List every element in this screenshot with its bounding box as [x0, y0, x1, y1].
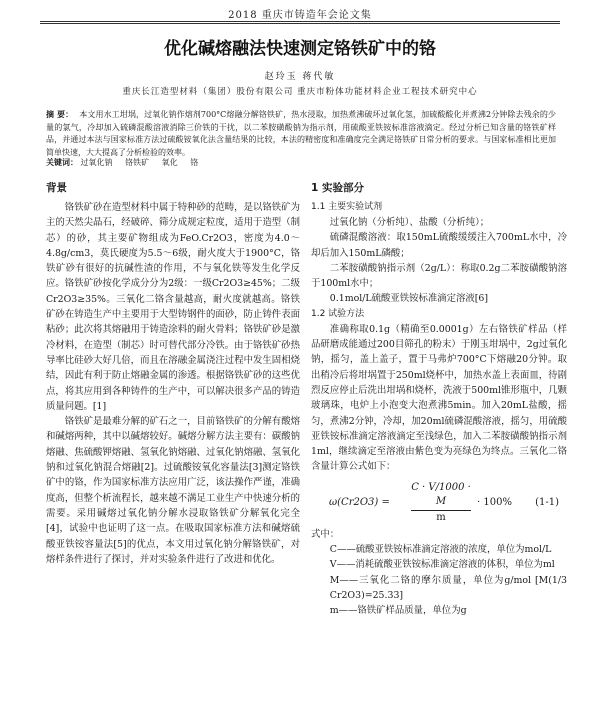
formula-number: (1-1) [535, 496, 559, 508]
keywords-label: 关键词： [46, 158, 78, 167]
formula-lhs: ω(Cr2O3) = [329, 496, 390, 508]
header-rule [40, 21, 560, 22]
keyword-item: 氧化 [161, 158, 178, 167]
formula-numerator: C · V/1000 · M [411, 481, 471, 511]
formula-tail: · 100% [477, 496, 512, 508]
reagent-item: 硫磷混酸溶液：取150mL硫酸缓缓注入700mL水中，冷却后加入150mL磷酸； [311, 232, 567, 259]
abstract [46, 109, 556, 159]
section-heading-experiment: 1 实验部分 [311, 182, 364, 194]
subsection-heading-reagents: 1.1 主要实验试剂 [311, 202, 383, 212]
variable-definition: m——铬铁矿样品质量，单位为g [329, 605, 467, 617]
section-heading-background: 背景 [46, 182, 67, 194]
running-head: 2018 重庆市铸造年会论文集 [228, 10, 372, 21]
subsection-heading-method: 1.2 试验方法 [311, 308, 365, 319]
left-column [46, 180, 300, 567]
keyword-item: 铬铁矿 [125, 158, 150, 167]
abstract-text: 本文用水工坩埚，过氧化钠作熔剂700°C熔融分解铬铁矿，热水浸取，加热煮沸破坏过氧化氢，加硫酸酸化并煮沸2分钟除去残余的少量的氯气，冷却加入硫磷混酸溶液消除三价铁的干扰，以二苯胺磺酸钠为指示剂，用硫酸亚铁铵标准溶液滴定。经过分析已知含量的铬铁矿样品，并通过本法与国家标准方法过硫酸铵氧化法含量结果的比较，本法的精密度和准确度完全满足铬铁矿日常分析的要求。与国家标准相比更加简单快速，大大提高了分析检验的效率。 [46, 110, 556, 157]
variable-definition: C——硫酸亚铁铵标准滴定溶液的浓度，单位为mol/L [329, 544, 552, 556]
keyword-item: 过氧化钠 [80, 158, 113, 167]
where-label: 式中： [311, 528, 340, 540]
body-paragraph: 铬铁矿是最难分解的矿石之一，目前铬铁矿的分解有酸熔和碱熔两种，其中以碱熔较好。碱熔分解方法主要有：碳酸钠熔融、焦硫酸钾熔融、氢氧化钠熔融、过氧化钠熔融、氢氧化钠和过氧化钠混合熔融[2]。过硫酸铵氧化容量法[3]测定铬铁矿中的铬，作为国家标准方法应用广泛，该法操作严谨，准确度高，但整个析流程长，越来越不满足工业生产中快速分析的需要。采用碱熔过氧化钠分解水浸取铬铁矿分解氧化完全[4]，试验中也证明了这一点。在吸取国家标准方法和碱熔硫酸亚铁铵容量法[5]的优点，本文用过氧化钠分解铬铁矿，对熔样条件进行了探讨，并对实验条件进行了改进和优化。 [46, 416, 300, 565]
paper-title: 优化碱熔融法快速测定铬铁矿中的铬 [164, 39, 436, 59]
header-rule-secondary [40, 23, 560, 24]
keyword-item: 铬 [190, 158, 199, 167]
reagent-item: 0.1mol/L硫酸亚铁铵标准滴定溶液[6] [329, 293, 489, 305]
reagent-item: 过氧化钠（分析纯）、盐酸（分析纯）； [329, 217, 490, 228]
reagent-item: 二苯胺磺酸钠指示剂（2g/L）：称取0.2g二苯胺磺酸钠溶于100ml水中； [311, 262, 567, 290]
body-paragraph: 铬铁矿砂在造型材料中属于特种砂的范畴，是以铬铁矿为主的天然尖晶石，经破碎、筛分成规定粒度，适用于造型（制芯）的砂，其主要矿物组成为FeO.Cr2O3，密度为4.0～4.8g/cm3，莫氏硬度为5.5～6级，耐火度大于1900°C，铬铁矿砂有很好的抗碱性渣的作用，不与氧化铁等发生化学反应。铬铁矿砂按化学成分分为2级：一级Cr2O3≥45%；二级Cr2O3≥35%。三氧化二铬含量越高，耐火度就越高。铬铁矿砂在铸造生产中主要用于大型铸钢件的面砂，防止铸件表面粘砂；此次将其熔融用于铸造涂料的耐火骨料；铬铁矿砂是激冷材料，在造型（制芯）时可替代部分冷铁。由于铬铁矿砂热导率比硅砂大好几倍，而且在溶融金属浇注过程中发生固相烧结，因此有利于防止熔融金属的渗透。根据铬铁矿砂的这些优点，将其应用到各种铸件的生产中，可以解决很多产品的铸造质量问题。[1] [46, 202, 300, 412]
formula-fraction [411, 481, 471, 525]
variable-definition: V——消耗硫酸亚铁铵标准滴定溶液的体积，单位为ml [329, 559, 555, 571]
abstract-label: 摘 要： [46, 110, 74, 119]
method-paragraph: 准确称取0.1g（精确至0.0001g）左右铬铁矿样品（样品研磨成能通过200目筛孔的粉末）于刚玉坩埚中，2g过氧化钠，摇匀，盖上盖子，置于马弗炉700°C下熔融20分钟。取出稍冷后将坩埚置于250ml烧杯中，加热水盖上表面皿，待剧烈反应停止后洗出坩埚和烧杯，洗液于500ml锥形瓶中，几颗玻璃珠，电炉上小泡变大泡煮沸5min。加入20mL盐酸，摇匀，煮沸2分钟，冷却，加20ml硫磷混酸溶液，摇匀，用硫酸亚铁铵标准滴定溶液滴定至浅绿色，加入二苯胺磺酸钠指示剂1ml，继续滴定至溶液由紫色变为亮绿色为终点。三氧化二铬含量计算公式如下： [311, 323, 567, 473]
formula-denominator: m [436, 511, 446, 523]
affiliation: 重庆长江造型材料（集团）股份有限公司 重庆市粉体功能材料企业工程技术研究中心 [122, 87, 478, 97]
variable-definition: M——三氧化二铬的摩尔质量，单位为g/mol [M(1/3 Cr2O3)=25.33] [329, 574, 567, 601]
authors: 赵玲玉 蒋代敏 [264, 72, 336, 82]
right-column [311, 180, 567, 619]
formula [311, 479, 567, 525]
keywords [46, 157, 556, 169]
